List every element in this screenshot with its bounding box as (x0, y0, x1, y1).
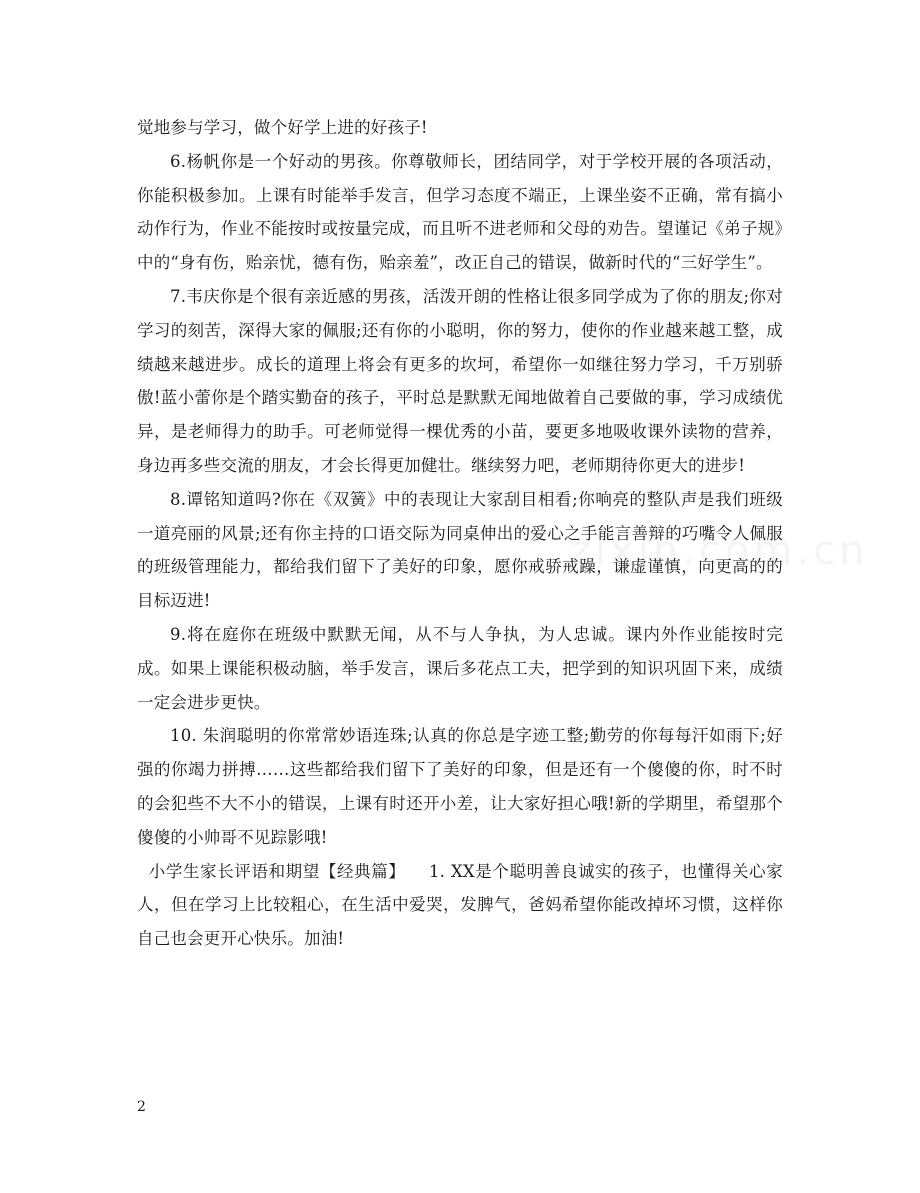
paragraph-item-6: 6.杨帆你是一个好动的男孩。你尊敬师长，团结同学，对于学校开展的各项活动，你能积极参加。上课有时能举手发言，但学习态度不端正，上课坐姿不正确，常有搞小动作行为，作业不能按时或按量完成，而且听不进老师和父母的劝告。望谨记《弟子规》中的“身有伤，贻亲忧，德有伤，贻亲羞”，改正自己的错误，做新时代的“三好学生”。 (137, 151, 783, 273)
paragraph-item-9: 9.将在庭你在班级中默默无闻，从不与人争执，为人忠诚。课内外作业能按时完成。如果上课能积极动脑，举手发言，课后多花点工夫，把学到的知识巩固下来，成绩一定会进步更快。 (137, 624, 783, 712)
page-number: 2 (137, 1099, 146, 1115)
document-body (137, 111, 783, 956)
paragraph-item-10: 10. 朱润聪明的你常常妙语连珠;认真的你总是字迹工整;勤劳的你每每汗如雨下;好强的你竭力拼搏……这些都给我们留下了美好的印象，但是还有一个傻傻的你，时不时的会犯些不大不小的错误，上课有时还开小差，让大家好担心哦!新的学期里，希望那个傻傻的小帅哥不见踪影哦! (137, 726, 783, 847)
paragraph-item-8: 8.谭铭知道吗?你在《双簧》中的表现让大家刮目相看;你响亮的整队声是我们班级一道亮丽的风景;还有你主持的口语交际为同桌伸出的爱心之手能言善辩的巧嘴令人佩服的班级管理能力，都给我们留下了美好的印象，愿你戒骄戒躁，谦虚谨慎，向更高的的目标迈进! (137, 489, 783, 611)
paragraph-continuation: 觉地参与学习，做个好学上进的好孩子! (137, 118, 428, 137)
paragraph-parent-comments: 小学生家长评语和期望【经典篇】 1. XX是个聪明善良诚实的孩子，也懂得关心家人，但在学习上比较粗心，在生活中爱哭，发脾气，爸妈希望你能改掉坏习惯，这样你自己也会更开心快乐。加油! (137, 861, 783, 949)
paragraph-item-7: 7.韦庆你是个很有亲近感的男孩，活泼开朗的性格让很多同学成为了你的朋友;你对学习的刻苦，深得大家的佩服;还有你的小聪明，你的努力，使你的作业越来越工整，成绩越来越进步。成长的道理上将会有更多的坎坷，希望你一如继往努力学习，千万别骄傲!蓝小蕾你是个踏实勤奋的孩子，平时总是默默无闻地做着自己要做的事，学习成绩优异，是老师得力的助手。可老师觉得一棵优秀的小苗，要更多地吸收课外读物的营养，身边再多些交流的朋友，才会长得更加健壮。继续努力吧，老师期待你更大的进步! (137, 286, 783, 475)
